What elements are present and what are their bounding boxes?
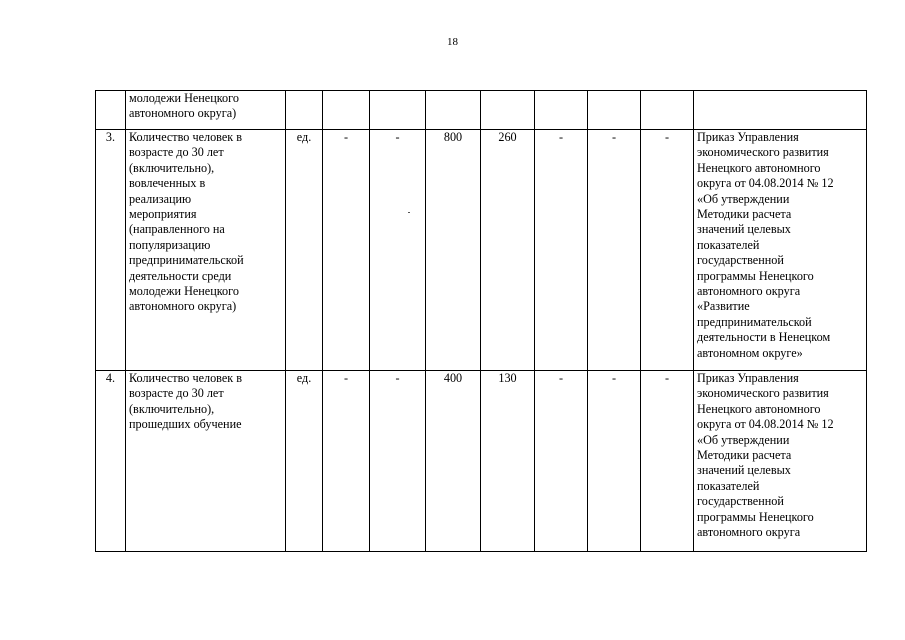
cell-value (535, 91, 588, 130)
cell-value: 130 (481, 371, 535, 552)
source-text: Приказ Управления экономического развития Ненецкого автономного округа от 04.08.2014 № 12 «Об утверждении Методики расчета значений целевых показателей государственной программы Ненецкого автономного округа (697, 371, 834, 540)
cell-value: - (370, 371, 426, 552)
cell-source (694, 91, 867, 130)
cell-value (370, 91, 426, 130)
cell-value: - (535, 130, 588, 371)
cell-indicator-name (126, 91, 286, 130)
cell-number (96, 91, 126, 130)
indicator-name-text: молодежи Ненецкого автономного округа) (129, 91, 239, 121)
cell-source (694, 130, 867, 371)
cell-value: 260 (481, 130, 535, 371)
cell-value: - (641, 130, 694, 371)
table-row-continuation (96, 91, 867, 130)
cell-value: - (535, 371, 588, 552)
page-number: 18 (447, 36, 458, 48)
cell-value (588, 91, 641, 130)
table-row (96, 371, 867, 552)
table-row (96, 130, 867, 371)
cell-number: 3. (96, 130, 126, 371)
cell-value: - (588, 371, 641, 552)
cell-value: - (370, 130, 426, 371)
cell-value (323, 91, 370, 130)
cell-indicator-name (126, 130, 286, 371)
cell-value: - (323, 371, 370, 552)
indicator-name-text: Количество человек в возрасте до 30 лет (включительно), прошедших обучение (129, 371, 242, 432)
cell-value: - (641, 371, 694, 552)
cell-unit: ед. (286, 371, 323, 552)
cell-value (641, 91, 694, 130)
cell-value: - (323, 130, 370, 371)
cell-value: - (588, 130, 641, 371)
indicator-name-text: Количество человек в возрасте до 30 лет (включительно), вовлеченных в реализацию мероприятия (направленного на популяризацию предпринимательской деятельности среди молодежи Ненецкого автономного округа) (129, 130, 244, 314)
cell-value (426, 91, 481, 130)
source-text: Приказ Управления экономического развития Ненецкого автономного округа от 04.08.2014 № 12 «Об утверждении Методики расчета значений целевых показателей государственной программы Ненецкого автономного округа «Развитие предпринимательской деятельности в Ненецком автономном округе» (697, 130, 834, 360)
cell-source (694, 371, 867, 552)
cell-unit: ед. (286, 130, 323, 371)
scan-speck (408, 212, 410, 213)
cell-unit (286, 91, 323, 130)
cell-value: 400 (426, 371, 481, 552)
cell-number: 4. (96, 371, 126, 552)
cell-value: 800 (426, 130, 481, 371)
cell-indicator-name (126, 371, 286, 552)
cell-value (481, 91, 535, 130)
indicators-table (95, 90, 867, 552)
